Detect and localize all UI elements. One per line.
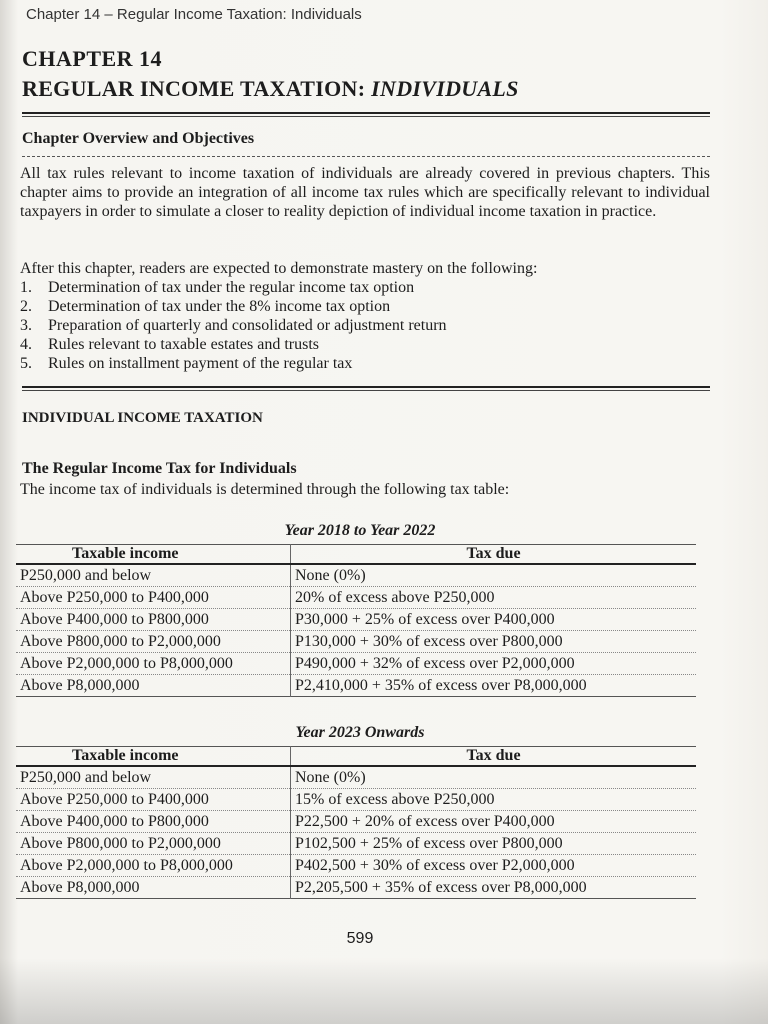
column-header-income: Taxable income	[16, 747, 291, 767]
table-row: Above P2,000,000 to P8,000,000 P402,500 + 30% of excess over P2,000,000	[16, 855, 696, 877]
objectives-list	[20, 278, 710, 373]
table1-caption: Year 2018 to Year 2022	[284, 522, 436, 539]
table-row: Above P250,000 to P400,000 20% of excess above P250,000	[16, 587, 696, 609]
subsection-heading: The Regular Income Tax for Individuals	[22, 460, 297, 477]
running-head: Chapter 14 – Regular Income Taxation: Individuals	[26, 6, 362, 23]
chapter-number: CHAPTER 14	[22, 46, 163, 71]
table-row: Above P800,000 to P2,000,000 P102,500 + 25% of excess over P800,000	[16, 833, 696, 855]
column-header-tax-due: Tax due	[291, 747, 697, 767]
list-item: 2. Determination of tax under the 8% income tax option	[20, 298, 391, 315]
title-rule-thin	[22, 116, 710, 117]
overview-dashed-rule	[22, 156, 710, 157]
section-heading: INDIVIDUAL INCOME TAXATION	[22, 410, 263, 426]
page-bottom-shadow	[0, 958, 768, 1024]
table-row: Above P400,000 to P800,000 P30,000 + 25% of excess over P400,000	[16, 609, 696, 631]
table-row: Above P250,000 to P400,000 15% of excess above P250,000	[16, 789, 696, 811]
column-header-income: Taxable income	[16, 545, 291, 565]
table-row: P250,000 and below None (0%)	[16, 564, 696, 587]
title-rule	[22, 112, 710, 114]
chapter-title	[22, 76, 519, 102]
objectives-intro: After this chapter, readers are expected to demonstrate mastery on the following:	[20, 260, 538, 277]
column-header-tax-due: Tax due	[291, 545, 697, 565]
table-row: Above P8,000,000 P2,410,000 + 35% of excess over P8,000,000	[16, 675, 696, 697]
list-item: 4. Rules relevant to taxable estates and trusts	[20, 336, 320, 353]
list-item: 1. Determination of tax under the regular income tax option	[20, 279, 415, 296]
table-row: Above P800,000 to P2,000,000 P130,000 + 30% of excess over P800,000	[16, 631, 696, 653]
section-rule	[22, 386, 710, 388]
overview-paragraph: All tax rules relevant to income taxation of individuals are already covered in previous chapters. This chapter aims to provide an integration of all income tax rules which are specifically relevant to individual taxpayers in order to simulate a closer to reality depiction of individual income taxation in practice.	[20, 165, 710, 220]
section-rule-thin	[22, 390, 710, 391]
tax-table-2018-2022	[16, 544, 696, 697]
tax-table-2023-onwards	[16, 746, 696, 899]
table-row: Above P8,000,000 P2,205,500 + 35% of excess over P8,000,000	[16, 877, 696, 899]
table-row: Above P2,000,000 to P8,000,000 P490,000 + 32% of excess over P2,000,000	[16, 653, 696, 675]
subsection-intro: The income tax of individuals is determined through the following tax table:	[20, 481, 510, 498]
list-item: 5. Rules on installment payment of the regular tax	[20, 355, 353, 372]
table2-caption: Year 2023 Onwards	[295, 724, 425, 741]
table-row: P250,000 and below None (0%)	[16, 766, 696, 789]
chapter-title-main: REGULAR INCOME TAXATION:	[22, 76, 372, 101]
chapter-title-italic: INDIVIDUALS	[371, 76, 519, 101]
list-item: 3. Preparation of quarterly and consolidated or adjustment return	[20, 317, 447, 334]
overview-heading: Chapter Overview and Objectives	[22, 130, 255, 147]
page-number: 599	[346, 930, 374, 947]
table-row: Above P400,000 to P800,000 P22,500 + 20% of excess over P400,000	[16, 811, 696, 833]
